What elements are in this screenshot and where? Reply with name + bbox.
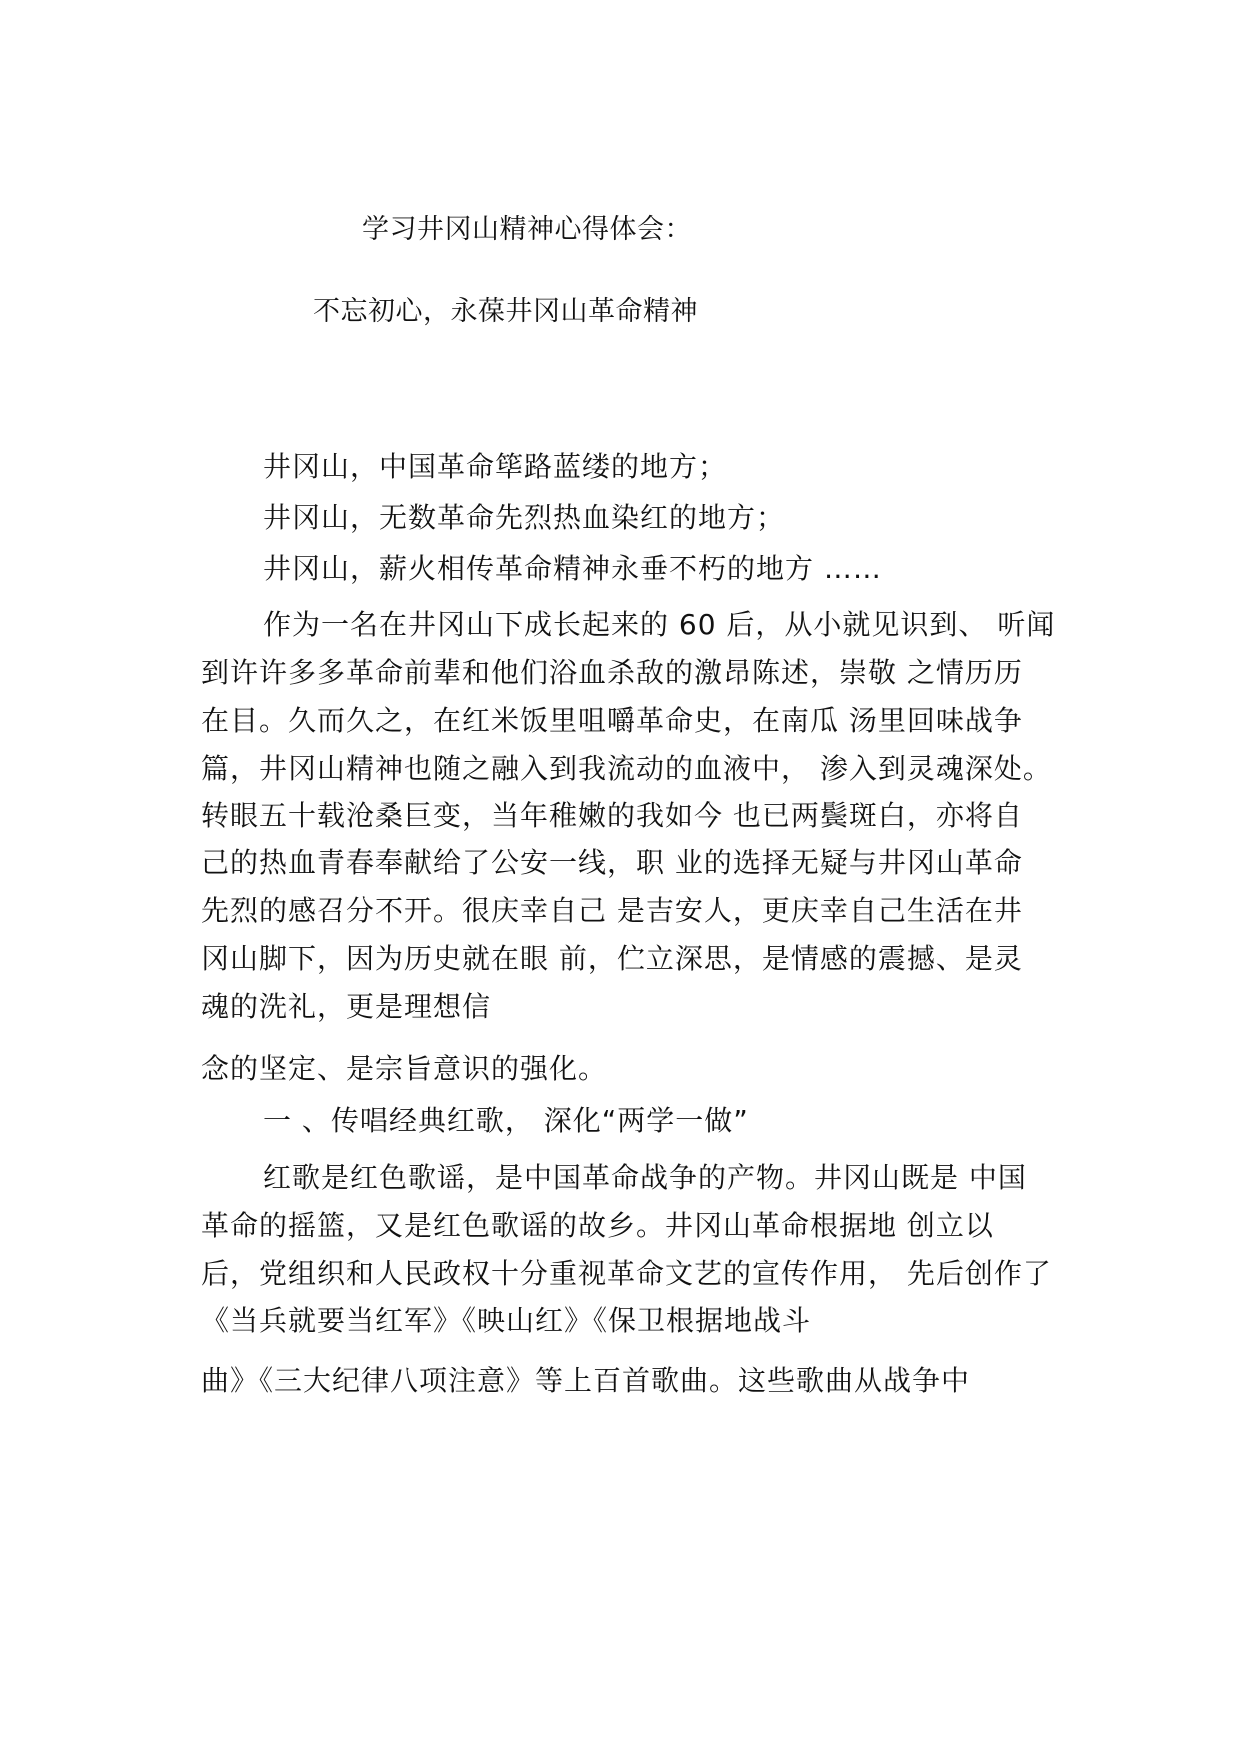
paragraph-line: 篇，井冈山精神也随之融入到我流动的血液中， 渗入到灵魂深处。 [201,752,1052,785]
text-line: 井冈山，薪火相传革命精神永垂不朽的地方 …… [263,552,882,585]
text-line: 井冈山，中国革命筚路蓝缕的地方； [263,450,728,483]
title-line-1: 学习井冈山精神心得体会： [362,214,692,245]
text-line: 井冈山，无数革命先烈热血染红的地方； [263,501,786,534]
paragraph-line: 作为一名在井冈山下成长起来的 60 后，从小就见识到、 听闻 [263,608,1056,641]
paragraph-line: 转眼五十载沧桑巨变，当年稚嫩的我如今 也已两鬓斑白，亦将自 [201,799,1023,832]
title-line-2: 不忘初心，永葆井冈山革命精神 [313,296,698,327]
paragraph-line: 曲》《三大纪律八项注意》等上百首歌曲。这些歌曲从战争中 [201,1364,971,1397]
section-heading: 一 、传唱经典红歌， 深化“两学一做” [263,1104,749,1137]
paragraph-line: 到许许多多革命前辈和他们浴血杀敌的激昂陈述，崇敬 之情历历 [201,656,1023,689]
paragraph-line: 在目。久而久之，在红米饭里咀嚼革命史，在南瓜 汤里回味战争 [201,704,1023,737]
paragraph-line: 魂的洗礼，更是理想信 [201,990,492,1023]
paragraph-line: 红歌是红色歌谣，是中国革命战争的产物。井冈山既是 中国 [263,1161,1027,1194]
paragraph-line: 己的热血青春奉献给了公安一线，职 业的选择无疑与井冈山革命 [201,846,1023,879]
paragraph-line: 念的坚定、是宗旨意识的强化。 [201,1052,608,1085]
paragraph-line: 冈山脚下，因为历史就在眼 前，伫立深思，是情感的震撼、是灵 [201,942,1023,975]
paragraph-line: 《当兵就要当红军》《映山红》《保卫根据地战斗 [201,1304,812,1337]
paragraph-line: 革命的摇篮，又是红色歌谣的故乡。井冈山革命根据地 创立以 [201,1209,994,1242]
paragraph-line: 后，党组织和人民政权十分重视革命文艺的宣传作用， 先后创作了 [201,1257,1052,1290]
paragraph-line: 先烈的感召分不开。很庆幸自己 是吉安人，更庆幸自己生活在井 [201,894,1023,927]
